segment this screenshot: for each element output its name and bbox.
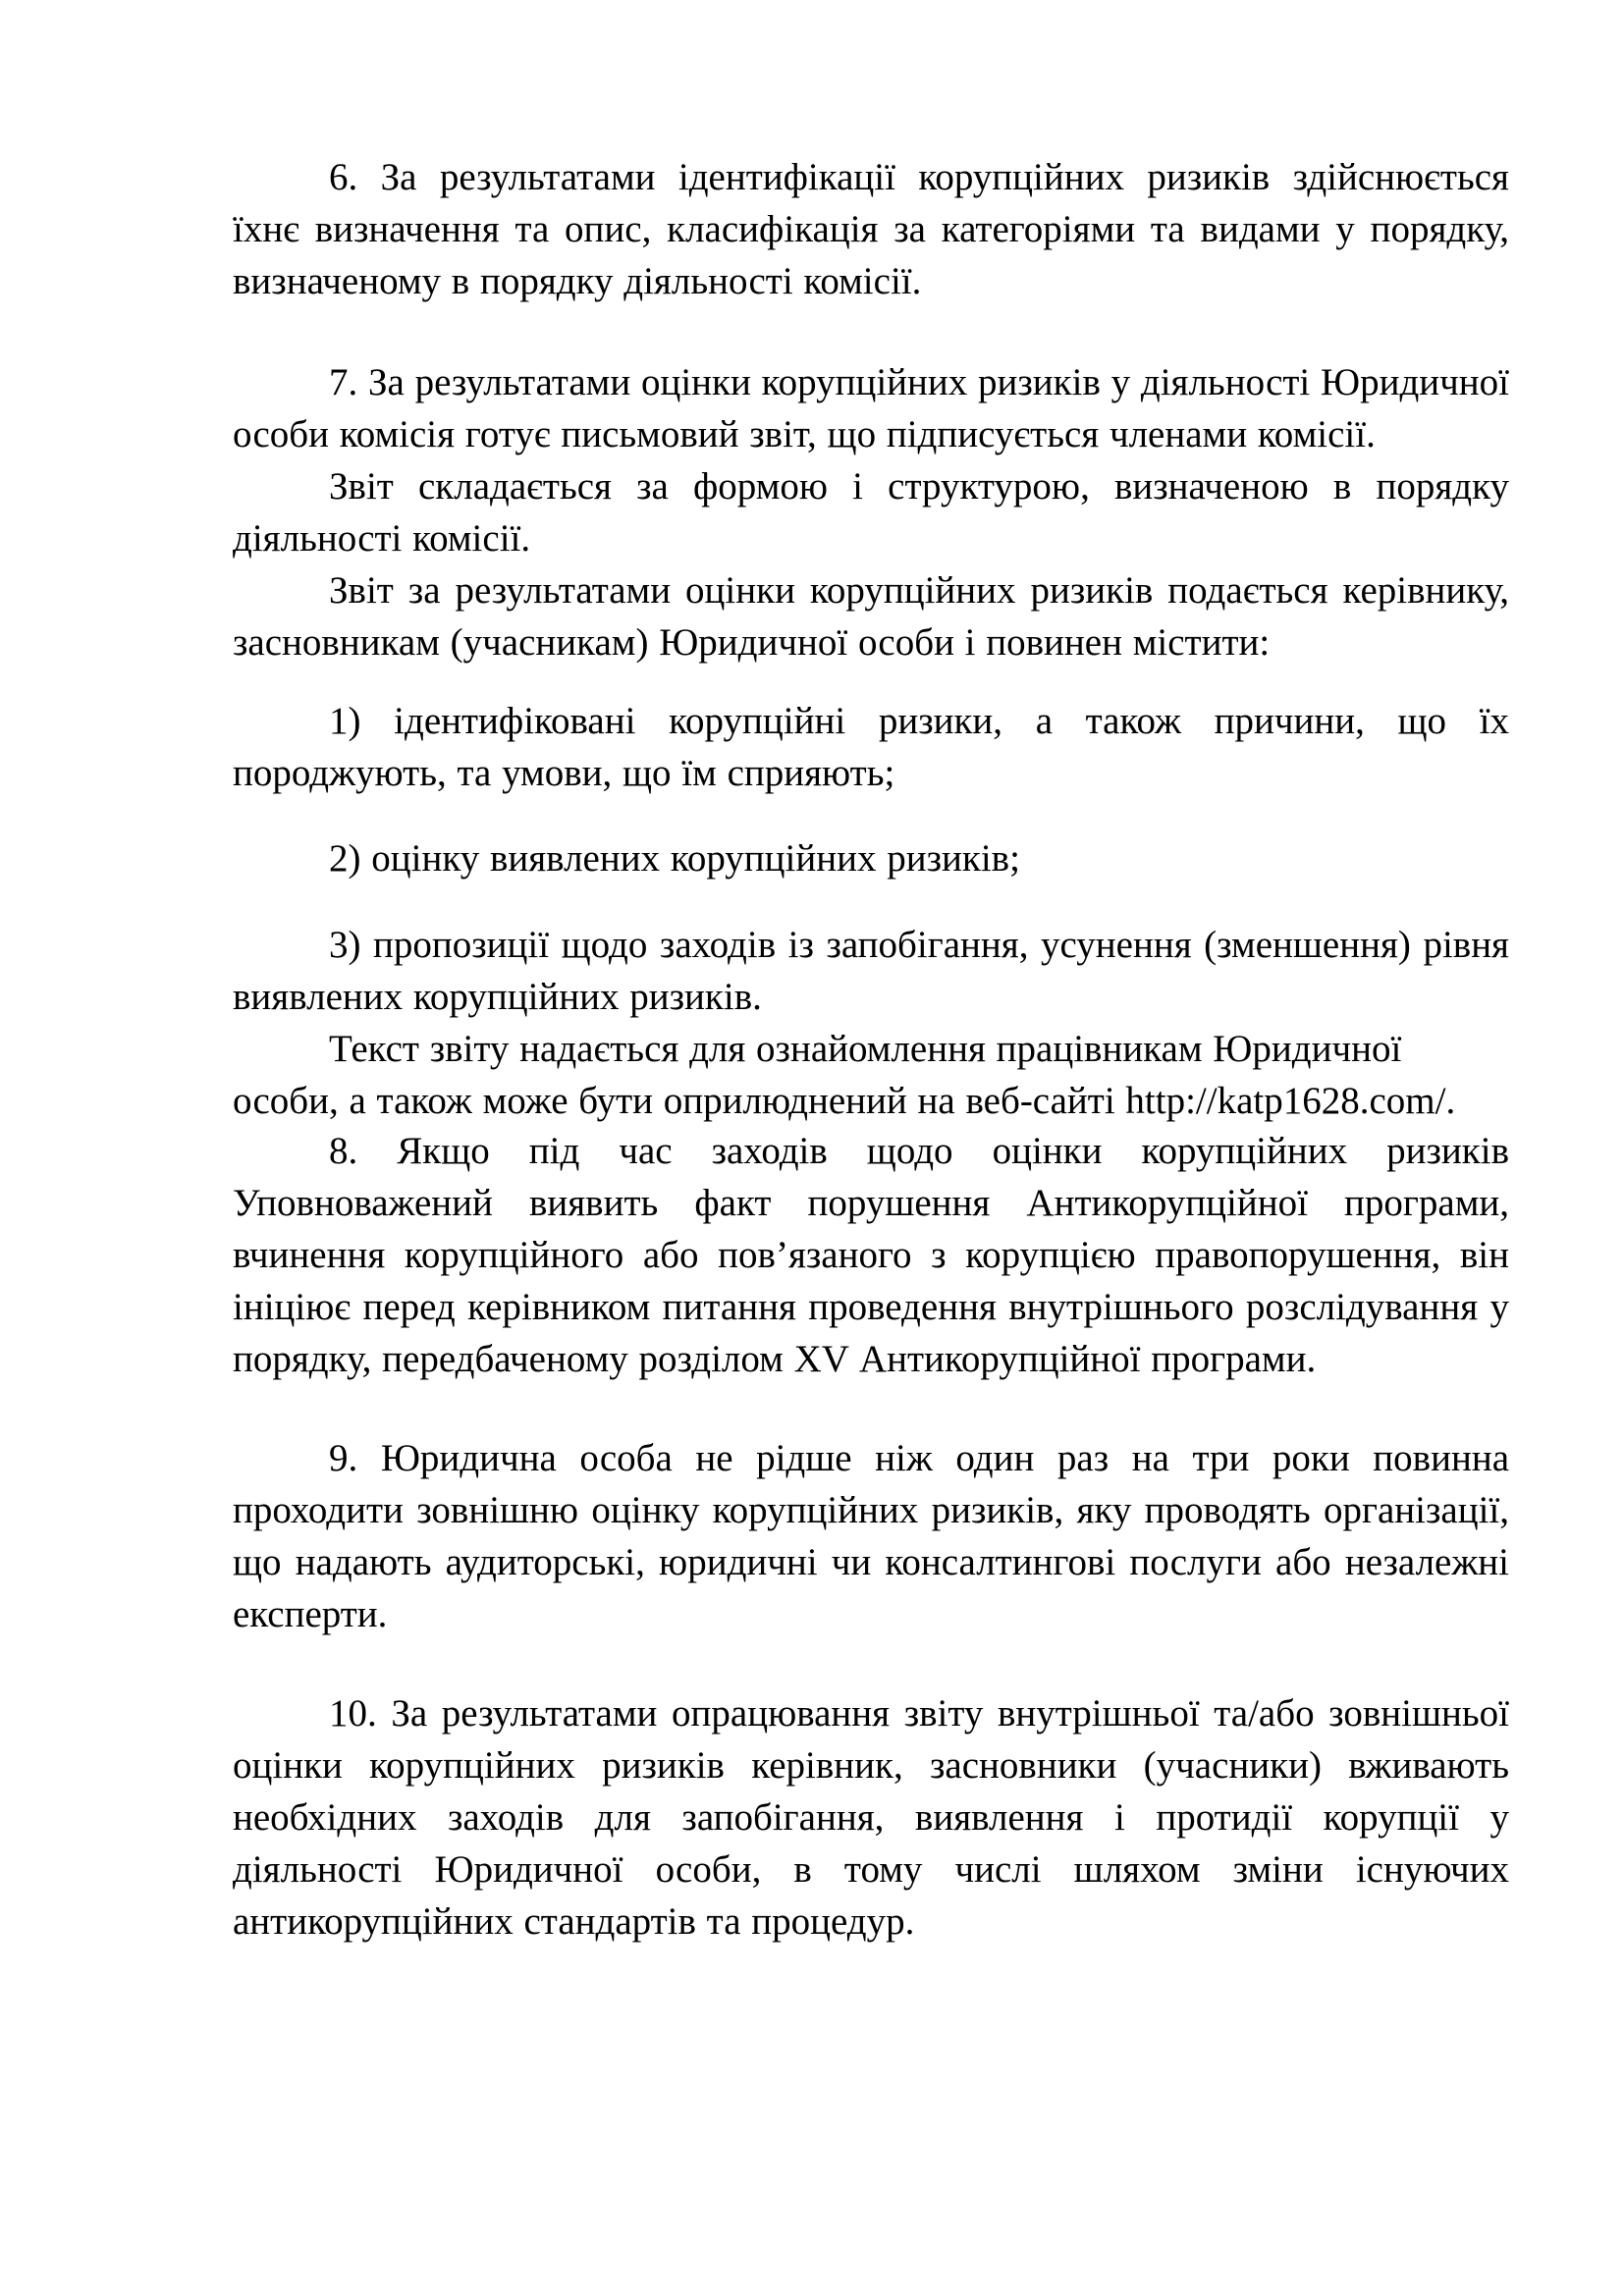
publication-line-2-period: . [1445,1080,1456,1122]
publication-line-1: Текст звіту надається для ознайомлення працівникам Юридичної [329,1028,1402,1070]
paragraph-report-publication [233,1023,1509,1127]
section-7 [233,356,1509,668]
paragraph-7-structure: Звіт складається за формою і структурою, визначеною в порядку діяльності комісії. [233,465,1509,560]
report-list-item-1 [233,695,1509,799]
paragraph-7-submission: Звіт за результатами оцінки корупційних ризиків подається керівнику, засновникам (учасникам) Юридичної особи і повинен містити: [233,569,1509,664]
list-item-1: 1) ідентифіковані корупційні ризики, а також причини, що їх породжують, та умови, що їм сприяють; [233,700,1509,794]
section-8 [233,1125,1509,1385]
paragraph-9: 9. Юридична особа не рідше ніж один раз на три роки повинна проходити зовнішню оцінку корупційних ризиків, яку проводять організації, що надають аудиторські, юридичні чи консалтингові послуги або незалежні експерти. [233,1437,1509,1635]
paragraph-10: 10. За результатами опрацювання звіту внутрішньої та/або зовнішньої оцінки корупційних ризиків керівник, засновники (учасники) вживають необхідних заходів для запобігання, виявлення і протидії корупції у діяльності Юридичної особи, в тому числі шляхом зміни існуючих антикорупційних стандартів та процедур. [233,1692,1509,1943]
list-item-2: 2) оцінку виявлених корупційних ризиків; [329,837,1020,880]
publication-line-2: особи, а також може бути оприлюднений на веб-сайті [233,1080,1126,1122]
section-9 [233,1432,1509,1640]
report-list-item-3-and-publication [233,919,1509,1127]
paragraph-6: 6. За результатами ідентифікації корупційних ризиків здійснюється їхнє визначення та опис, класифікація за категоріями та видами у порядку, визначеному в порядку діяльності комісії. [233,156,1509,302]
report-list-item-2 [233,832,1509,884]
paragraph-8: 8. Якщо під час заходів щодо оцінки корупційних ризиків Уповноважений виявить факт порушення Антикорупційної програми, вчинення корупційного або пов’язаного з корупцією правопорушення, він ініціює перед керівником питання проведення внутрішнього розслідування у порядку, передбаченому розділом XV Антикорупційної програми. [233,1130,1509,1380]
section-6 [233,151,1509,307]
website-url: http://katp1628.com/ [1125,1080,1446,1122]
list-item-3: 3) пропозиції щодо заходів із запобігання, усунення (зменшення) рівня виявлених корупційних ризиків. [233,924,1509,1018]
paragraph-7-intro: 7. За результатами оцінки корупційних ризиків у діяльності Юридичної особи комісія готує письмовий звіт, що підписується членами комісії. [233,361,1509,455]
section-10 [233,1687,1509,1948]
